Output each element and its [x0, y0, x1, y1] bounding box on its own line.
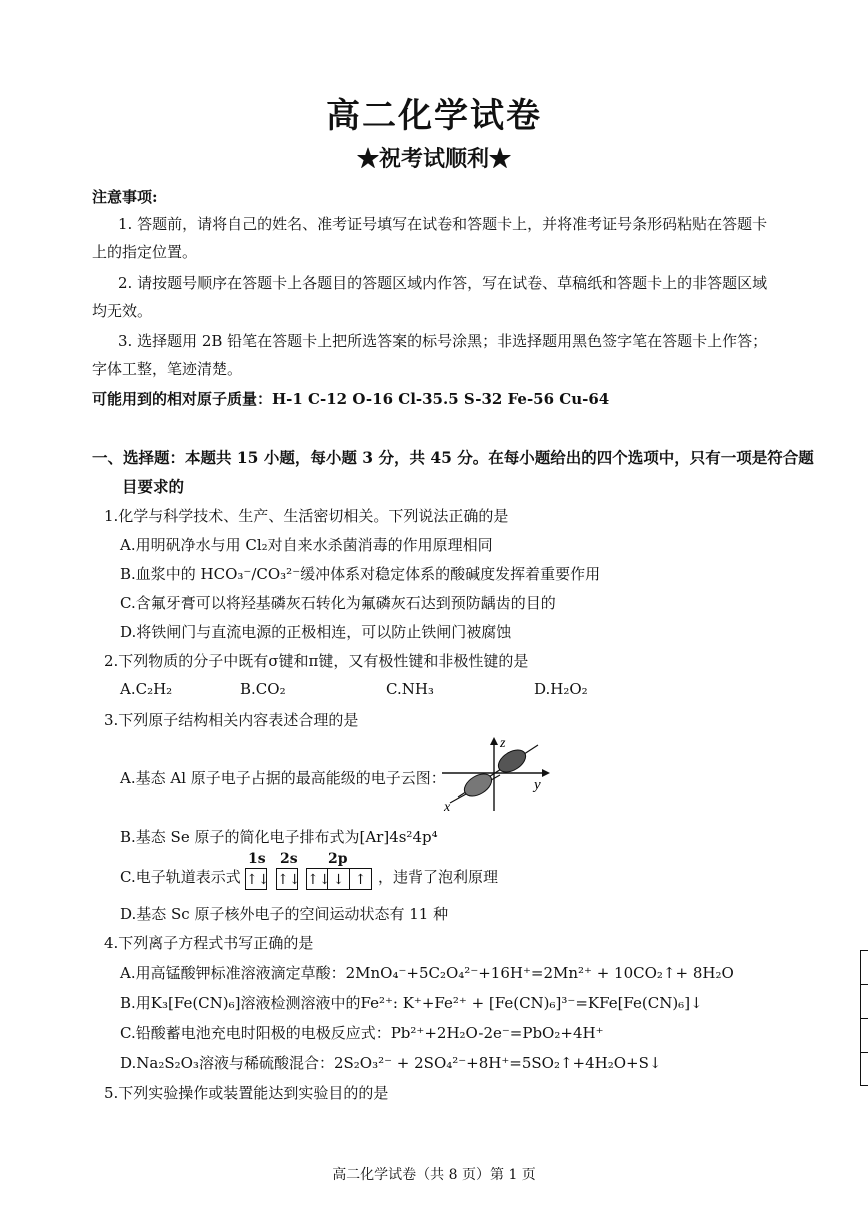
page-title: 高二化学试卷: [326, 96, 542, 136]
question-1-option-a: A.用明矾净水与用 Cl₂对自来水杀菌消毒的作用原理相同: [120, 536, 493, 554]
question-1-option-b: B.血浆中的 HCO₃⁻/CO₃²⁻缓冲体系对稳定体系的酸碱度发挥着重要作用: [120, 565, 601, 583]
notice-item-1-cont: 上的指定位置。: [92, 243, 198, 261]
orbital-2p-box-3: ↑: [350, 868, 372, 890]
question-1-option-c: C.含氟牙膏可以将羟基磷灰石转化为氟磷灰石达到预防龋齿的目的: [120, 594, 556, 612]
orbital-2s-box: ↑↓: [276, 868, 298, 890]
orbital-box-1s: [245, 868, 270, 890]
section-heading: 一、选择题：本题共 15 小题，每小题 3 分，共 45 分。在每小题给出的四个选项中，只有一项是符合题: [92, 448, 814, 467]
notice-item-3-cont: 字体工整，笔迹清楚。: [92, 360, 243, 378]
axis-label-y: y: [534, 777, 541, 793]
notice-item-3: 3. 选择题用 2B 铅笔在答题卡上把所选答案的标号涂黑；非选择题用黑色签字笔在答题卡上作答；: [118, 332, 768, 350]
question-3-option-c-prefix: C.电子轨道表示式: [120, 868, 241, 886]
y-axis-arrow: [542, 769, 550, 777]
question-4-stem: 4.下列离子方程式书写正确的是: [104, 934, 314, 952]
question-3-option-c-suffix: ，违背了泡利原理: [378, 868, 499, 886]
atomic-mass-line: 可能用到的相对原子质量：H-1 C-12 O-16 Cl-35.5 S-32 Fe-56 Cu-64: [92, 390, 610, 408]
question-3-option-b: B.基态 Se 原子的简化电子排布式为[Ar]4s²4p⁴: [120, 828, 438, 846]
question-1-option-d: D.将铁闸门与直流电源的正极相连，可以防止铁闸门被腐蚀: [120, 623, 512, 641]
orbital-2p-box-2: ↓: [328, 868, 350, 890]
notice-item-2: 2. 请按题号顺序在答题卡上各题目的答题区域内作答，写在试卷、草稿纸和答题卡上的非答题区域: [118, 274, 768, 292]
z-axis-arrow: [490, 737, 498, 745]
section-heading-cont: 目要求的: [122, 477, 185, 496]
question-2-option-c: C.NH₃: [386, 680, 434, 698]
question-5-stem: 5.下列实验操作或装置能达到实验目的的是: [104, 1084, 389, 1102]
question-4-option-b: B.用K₃[Fe(CN)₆]溶液检测溶液中的Fe²⁺: K⁺+Fe²⁺ + [Fe(CN)₆]³⁻=KFe[Fe(CN)₆]↓: [120, 994, 703, 1012]
question-2-option-d: D.H₂O₂: [534, 680, 588, 698]
axis-label-x: x: [444, 800, 451, 813]
question-4-option-d: D.Na₂S₂O₃溶液与稀硫酸混合：2S₂O₃²⁻ + 2SO₄²⁻+8H⁺=5SO₂↑+4H₂O+S↓: [120, 1054, 662, 1072]
orbital-label-2s: 2s: [280, 851, 298, 867]
question-2-stem: 2.下列物质的分子中既有σ键和π键，又有极性键和非极性键的是: [104, 652, 529, 670]
page-footer: 高二化学试卷（共 8 页）第 1 页: [332, 1167, 536, 1183]
question-3-option-d: D.基态 Sc 原子核外电子的空间运动状态有 11 种: [120, 905, 449, 923]
question-2-option-a: A.C₂H₂: [120, 680, 173, 698]
orbital-label-1s: 1s: [248, 851, 266, 867]
orbital-label-2p: 2p: [328, 851, 348, 867]
question-4-option-c: C.铅酸蓄电池充电时阳极的电极反应式：Pb²⁺+2H₂O-2e⁻=PbO₂+4H⁺: [120, 1024, 604, 1042]
notice-heading: 注意事项:: [92, 188, 158, 206]
table-fragment-right-edge: [860, 950, 868, 1086]
p-orbital-electron-cloud-diagram: [438, 733, 558, 813]
orbital-lobe-lower: [461, 769, 496, 800]
axis-label-z: z: [500, 736, 506, 751]
orbital-2p-box-1: ↑↓: [306, 868, 328, 890]
question-2-option-b: B.CO₂: [240, 680, 286, 698]
question-3-stem: 3.下列原子结构相关内容表述合理的是: [104, 711, 359, 729]
notice-item-1: 1. 答题前，请将自己的姓名、准考证号填写在试卷和答题卡上，并将准考证号条形码粘贴在答题卡: [118, 215, 768, 233]
question-4-option-a: A.用高锰酸钾标准溶液滴定草酸：2MnO₄⁻+5C₂O₄²⁻+16H⁺=2Mn²⁺ + 10CO₂↑+ 8H₂O: [120, 964, 734, 982]
question-3-option-a: A.基态 Al 原子电子占据的最高能级的电子云图：: [120, 769, 446, 787]
orbital-box-2p: [306, 868, 372, 890]
question-1-stem: 1.化学与科学技术、生产、生活密切相关。下列说法正确的是: [104, 507, 509, 525]
orbital-box-2s: [276, 868, 301, 890]
orbital-1s-box: ↑↓: [245, 868, 267, 890]
page-subtitle: ★祝考试顺利★: [356, 146, 511, 172]
notice-item-2-cont: 均无效。: [92, 302, 153, 320]
